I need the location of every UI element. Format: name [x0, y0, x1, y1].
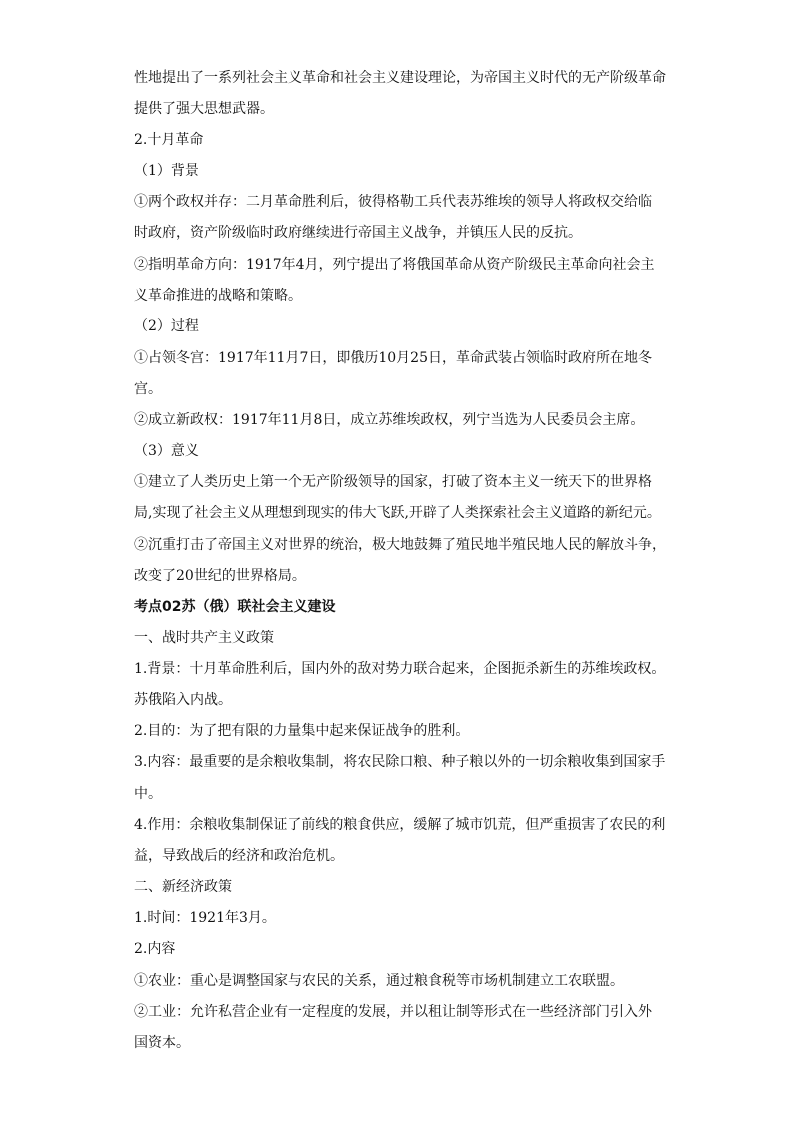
section-heading: 一、战时共产主义政策 [134, 630, 274, 646]
text-line: 3.内容：最重要的是余粮收集制，将农民除口粮、种子粮以外的一切余粮收集到国家手 [134, 754, 666, 770]
subsection-heading: （3）意义 [134, 443, 199, 459]
topic-heading: 考点02苏（俄）联社会主义建设 [134, 599, 336, 615]
section-heading: 2.十月革命 [134, 132, 204, 148]
text-line: 益，导致战后的经济和政治危机。 [134, 848, 344, 864]
text-line: ①农业：重心是调整国家与农民的关系，通过粮食税等市场机制建立工农联盟。 [134, 973, 624, 989]
text-line: 局,实现了社会主义从理想到现实的伟大飞跃,开辟了人类探索社会主义道路的新纪元。 [134, 505, 661, 521]
text-line: ①两个政权并存：二月革命胜利后，彼得格勒工兵代表苏维埃的领导人将政权交给临 [134, 194, 652, 210]
text-line: 提供了强大思想武器。 [134, 101, 274, 117]
text-line: ①占领冬宫：1917年11月7日，即俄历10月25日，革命武装占领临时政府所在地冬 [134, 350, 652, 366]
text-line: 2.目的：为了把有限的力量集中起来保证战争的胜利。 [134, 723, 470, 739]
text-line: 宫。 [134, 381, 162, 397]
section-heading: 二、新经济政策 [134, 879, 232, 895]
text-line: ②指明革命方向：1917年4月，列宁提出了将俄国革命从资产阶级民主革命向社会主 [134, 257, 655, 273]
text-line: 义革命推进的战略和策略。 [134, 288, 302, 304]
text-line: ②工业：允许私营企业有一定程度的发展，并以租让制等形式在一些经济部门引入外 [134, 1004, 652, 1020]
text-line: 性地提出了一系列社会主义革命和社会主义建设理论，为帝国主义时代的无产阶级革命 [134, 70, 666, 86]
text-line: 4.作用：余粮收集制保证了前线的粮食供应，缓解了城市饥荒，但严重损害了农民的利 [134, 817, 666, 833]
text-line: 改变了20世纪的世界格局。 [134, 568, 306, 584]
text-line: ①建立了人类历史上第一个无产阶级领导的国家，打破了资本主义一统天下的世界格 [134, 474, 652, 490]
subsection-heading: （1）背景 [134, 163, 199, 179]
text-line: 国资本。 [134, 1035, 190, 1051]
subsection-heading: 2.内容 [134, 941, 176, 957]
text-line: ②沉重打击了帝国主义对世界的统治，极大地鼓舞了殖民地半殖民地人民的解放斗争， [134, 537, 666, 553]
text-line: ②成立新政权：1917年11月8日，成立苏维埃政权，列宁当选为人民委员会主席。 [134, 412, 645, 428]
text-line: 1.背景：十月革命胜利后，国内外的敌对势力联合起来，企图扼杀新生的苏维埃政权。 [134, 661, 666, 677]
text-line: 苏俄陷入内战。 [134, 692, 232, 708]
text-line: 中。 [134, 786, 162, 802]
subsection-heading: （2）过程 [134, 318, 199, 334]
text-line: 时政府，资产阶级临时政府继续进行帝国主义战争，并镇压人民的反抗。 [134, 225, 582, 241]
text-line: 1.时间：1921年3月。 [134, 910, 276, 926]
